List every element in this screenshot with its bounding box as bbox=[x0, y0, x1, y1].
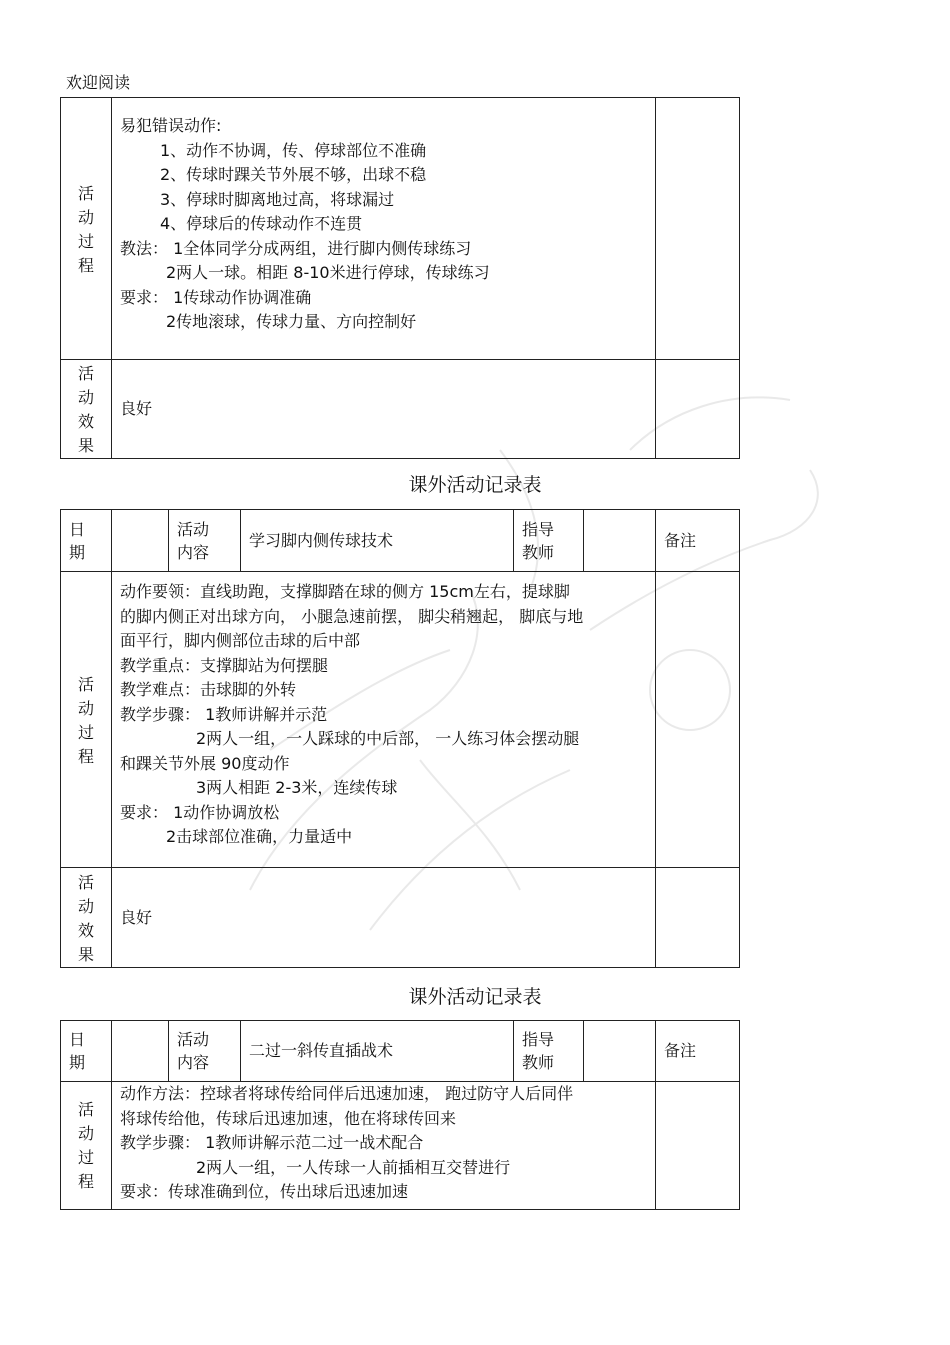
date-label: 日期 bbox=[61, 510, 112, 572]
process-content bbox=[112, 1082, 656, 1210]
content-line: 要求：传球准确到位，传出球后迅速加速 bbox=[120, 1182, 409, 1201]
date-value bbox=[112, 1021, 169, 1082]
content-line: 2传地滚球，传球力量、方向控制好 bbox=[166, 312, 417, 331]
process-content bbox=[112, 98, 656, 360]
process-label: 活 动 过 程 bbox=[61, 98, 112, 360]
content-line: 教学步骤： 1教师讲解并示范 bbox=[120, 704, 328, 724]
effect-label: 活 动 效 果 bbox=[61, 360, 112, 459]
note-cell bbox=[656, 1082, 740, 1210]
effect-label: 活 动 效 果 bbox=[61, 868, 112, 968]
content-line: 面平行，脚内侧部位击球的后中部 bbox=[120, 631, 361, 650]
content-line: 和踝关节外展 90度动作 bbox=[120, 753, 290, 773]
content-line: 教学重点：支撑脚站为何摆腿 bbox=[120, 655, 329, 675]
teacher-label: 指导教师 bbox=[514, 510, 584, 572]
content-label: 活动内容 bbox=[169, 510, 241, 572]
process-label: 活 动 过 程 bbox=[61, 572, 112, 868]
activity-table-2 bbox=[60, 509, 740, 968]
note-label: 备注 bbox=[656, 1021, 740, 1082]
content-line: 要求： 1传球动作协调准确 bbox=[120, 287, 312, 307]
content-line: 教学难点：击球脚的外转 bbox=[120, 680, 297, 699]
content-line: 要求： 1动作协调放松 bbox=[120, 802, 280, 822]
content-line: 教法： 1全体同学分成两组，进行脚内侧传球练习 bbox=[120, 238, 472, 258]
activity-content: 学习脚内侧传球技术 bbox=[241, 510, 514, 572]
process-label: 活 动 过 程 bbox=[61, 1082, 112, 1210]
table-title: 课外活动记录表 bbox=[408, 474, 542, 496]
note-label: 备注 bbox=[656, 510, 740, 572]
date-value bbox=[112, 510, 169, 572]
content-line: 2、传球时踝关节外展不够，出球不稳 bbox=[160, 165, 427, 184]
content-line: 4、停球后的传球动作不连贯 bbox=[160, 214, 363, 233]
content-line: 将球传给他，传球后迅速加速，他在将球传回来 bbox=[120, 1108, 457, 1128]
content-line: 2两人一组，一人传球一人前插相互交替进行 bbox=[196, 1157, 511, 1177]
content-line: 动作方法：控球者将球传给同伴后迅速加速， 跑过防守人后同伴 bbox=[120, 1084, 574, 1103]
content-line: 2两人一组，一人踩球的中后部， 一人练习体会摆动腿 bbox=[196, 729, 580, 748]
activity-table-3 bbox=[60, 1020, 740, 1210]
teacher-label: 指导教师 bbox=[514, 1021, 584, 1082]
effect-value: 良好 bbox=[112, 868, 656, 968]
content-line: 3两人相距 2-3米，连续传球 bbox=[196, 778, 398, 797]
process-content bbox=[112, 572, 656, 868]
content-line: 2击球部位准确，力量适中 bbox=[166, 827, 353, 846]
activity-table-1 bbox=[60, 97, 740, 459]
content-line: 易犯错误动作: bbox=[120, 116, 222, 135]
content-label: 活动内容 bbox=[169, 1021, 241, 1082]
content-line: 3、停球时脚离地过高，将球漏过 bbox=[160, 189, 395, 209]
activity-content: 二过一斜传直插战术 bbox=[241, 1021, 514, 1082]
note-cell bbox=[656, 572, 740, 868]
content-line: 动作要领：直线助跑，支撑脚踏在球的侧方 15cm左右，提球脚 bbox=[120, 582, 570, 601]
note-cell bbox=[656, 98, 740, 360]
content-line: 教学步骤： 1教师讲解示范二过一战术配合 bbox=[120, 1133, 424, 1152]
note-cell bbox=[656, 360, 740, 459]
teacher-value bbox=[584, 510, 656, 572]
content-line: 2两人一球。相距 8-10米进行停球，传球练习 bbox=[166, 263, 490, 282]
content-line: 的脚内侧正对出球方向， 小腿急速前摆， 脚尖稍翘起， 脚底与地 bbox=[120, 606, 584, 626]
date-label: 日期 bbox=[61, 1021, 112, 1082]
table-title: 课外活动记录表 bbox=[408, 986, 542, 1008]
effect-value: 良好 bbox=[112, 360, 656, 459]
page-header: 欢迎阅读 bbox=[66, 73, 131, 92]
teacher-value bbox=[584, 1021, 656, 1082]
note-cell bbox=[656, 868, 740, 968]
content-line: 1、动作不协调，传、停球部位不准确 bbox=[160, 140, 427, 160]
